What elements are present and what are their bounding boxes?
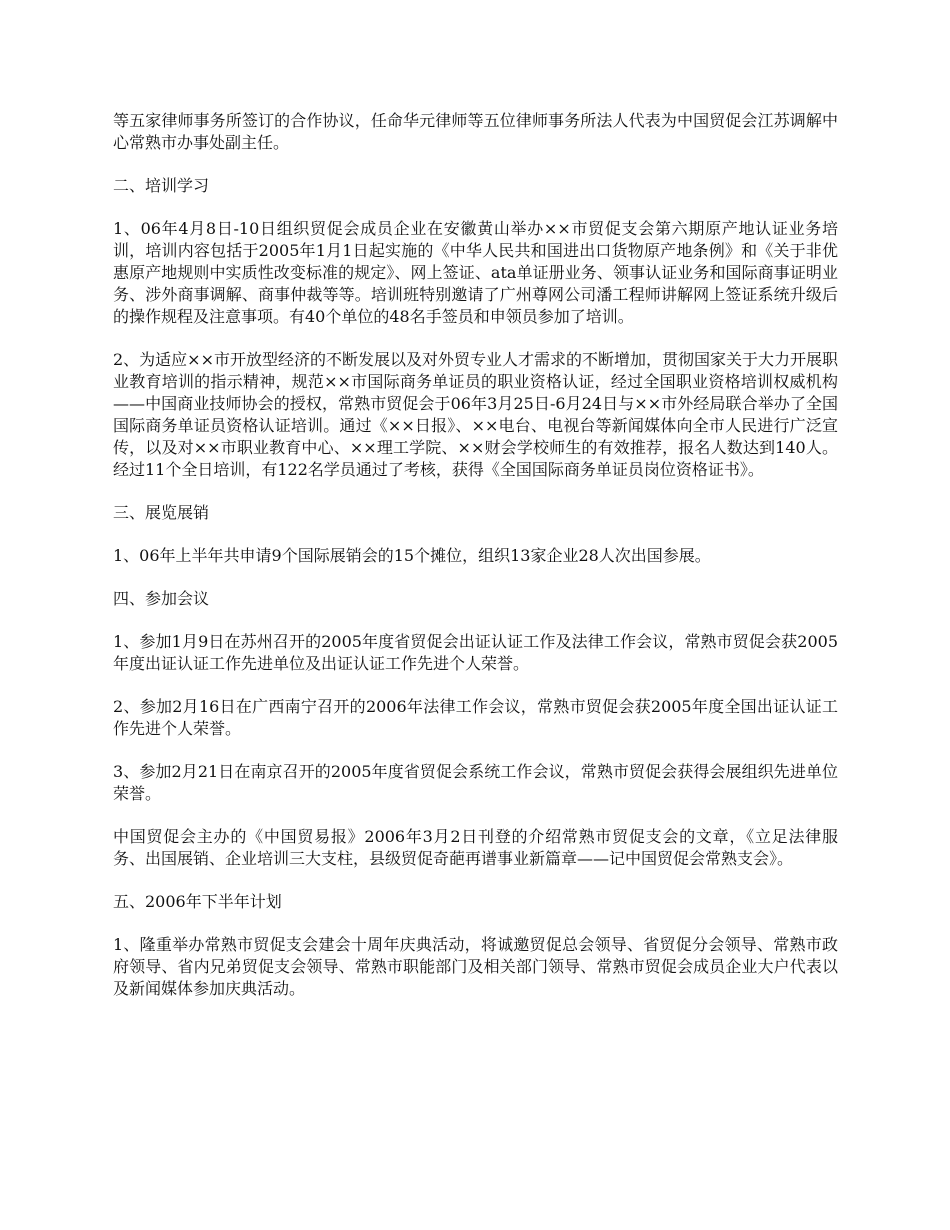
paragraph-meeting-suzhou: 1、参加1月9日在苏州召开的2005年度省贸促会出证认证工作及法律工作会议，常熟市贸促会获2005年度出证认证工作先进单位及出证认证工作先进个人荣誉。: [113, 632, 838, 673]
paragraph-trade-news-article: 中国贸促会主办的《中国贸易报》2006年3月2日刊登的介绍常熟市贸促支会的文章，《立足法律服务、出国展销、企业培训三大支柱，县级贸促奇葩再谱事业新篇章——记中国贸促会常熟支会》。: [113, 827, 838, 868]
section-heading-exhibitions: 三、展览展销: [113, 503, 210, 522]
paragraph-exhibitions: 1、06年上半年共申请9个国际展销会的15个摊位，组织13家企业28人次出国参展。: [113, 546, 711, 565]
paragraph-documentation-training: 2、为适应××市开放型经济的不断发展以及对外贸专业人才需求的不断增加，贯彻国家关于大力开展职业教育培训的指示精神，规范××市国际商务单证员的职业资格认证，经过全国职业资格培训权威机构——中国商业技师协会的授权，常熟市贸促会于06年3月25日-6月24日与××市外经局联合举办了全国国际商务单证员资格认证培训。通过《××日报》、××电台、电视台等新闻媒体向全市人民进行广泛宣传，以及对××市职业教育中心、××理工学院、××财会学校师生的有效推荐，报名人数达到140人。经过11个全日培训，有122名学员通过了考核，获得《全国国际商务单证员岗位资格证书》。: [113, 350, 838, 479]
paragraph-meeting-nanjing: 3、参加2月21日在南京召开的2005年度省贸促会系统工作会议，常熟市贸促会获得会展组织先进单位荣誉。: [113, 762, 838, 803]
paragraph-origin-training: 1、06年4月8日-10日组织贸促会成员企业在安徽黄山举办××市贸促支会第六期原产地认证业务培训，培训内容包括于2005年1月1日起实施的《中华人民共和国进出口货物原产地条例》和《关于非优惠原产地规则中实质性改变标准的规定》、网上签证、ata单证册业务、领事认证业务和国际商事证明业务、涉外商事调解、商事仲裁等等。培训班特别邀请了广州尊网公司潘工程师讲解网上签证系统升级后的操作规程及注意事项。有40个单位的48名手签员和申领员参加了培训。: [113, 219, 838, 326]
section-heading-plan: 五、2006年下半年计划: [113, 892, 282, 911]
paragraph-anniversary-plan: 1、隆重举办常熟市贸促支会建会十周年庆典活动，将诚邀贸促总会领导、省贸促分会领导、常熟市政府领导、省内兄弟贸促支会领导、常熟市职能部门及相关部门领导、常熟市贸促会成员企业大户代表以及新闻媒体参加庆典活动。: [113, 935, 838, 998]
document-page: [113, 110, 838, 1021]
section-heading-meetings: 四、参加会议: [113, 589, 210, 608]
paragraph-meeting-nanning: 2、参加2月16日在广西南宁召开的2006年法律工作会议，常熟市贸促会获2005年度全国出证认证工作先进个人荣誉。: [113, 697, 838, 738]
section-heading-training: 二、培训学习: [113, 176, 210, 195]
paragraph-cooperation-agreement: 等五家律师事务所签订的合作协议，任命华元律师等五位律师事务所法人代表为中国贸促会江苏调解中心常熟市办事处副主任。: [113, 111, 838, 152]
